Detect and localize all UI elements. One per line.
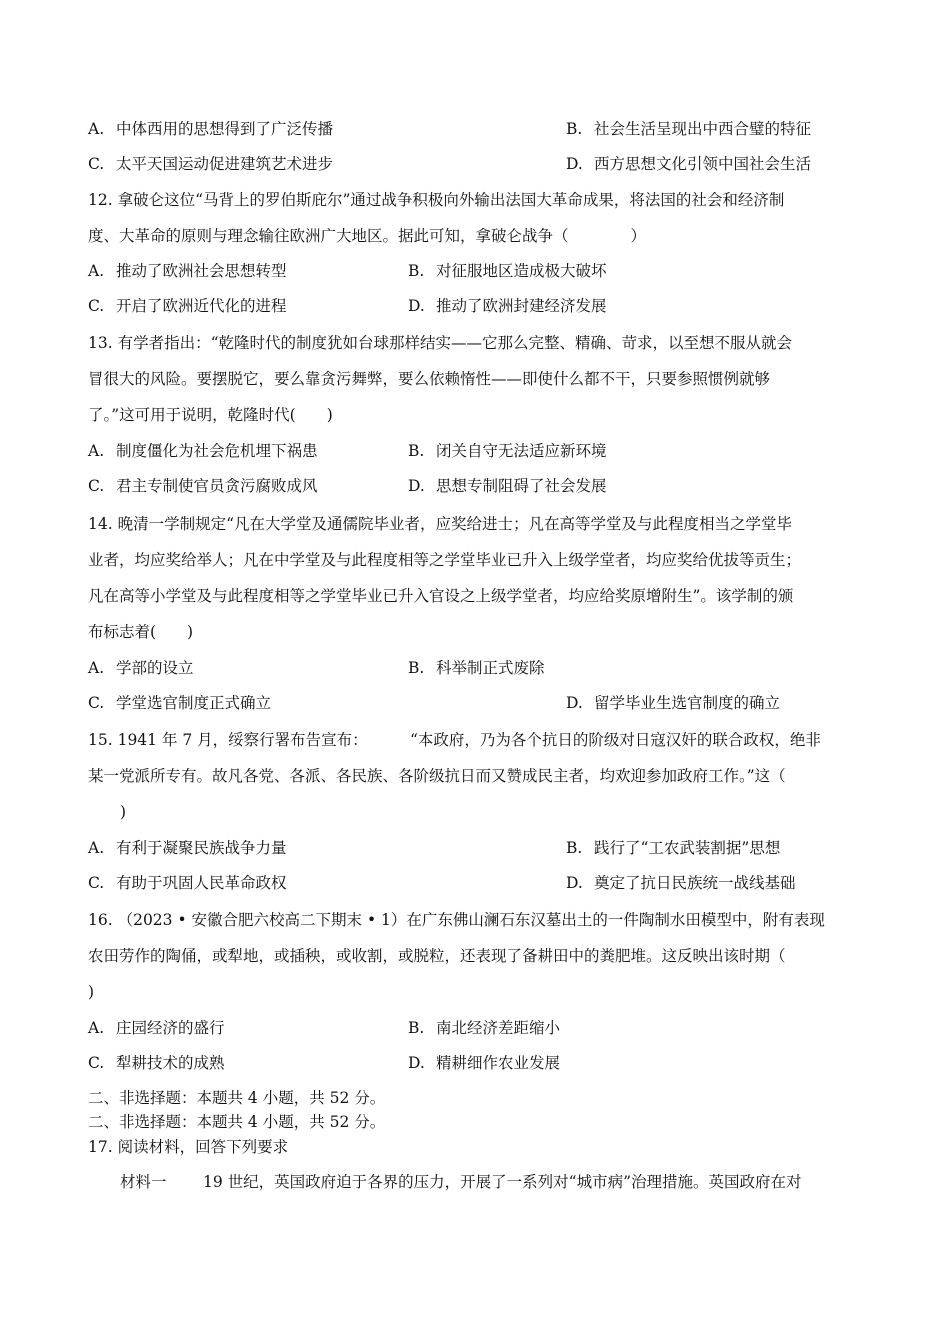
option-label: A. <box>88 120 105 138</box>
option-label: B. <box>408 442 425 460</box>
option-label: B. <box>408 659 425 677</box>
option-label: A. <box>88 1019 105 1037</box>
q16-option-b <box>408 1018 560 1038</box>
option-label: A. <box>88 659 105 677</box>
q14-option-d <box>566 693 780 713</box>
option-text: 庄园经济的盛行 <box>116 1019 225 1037</box>
q11-option-b <box>566 119 811 139</box>
option-label: C. <box>88 155 105 173</box>
option-label: A. <box>88 262 105 280</box>
option-text: 西方思想文化引领中国社会生活 <box>594 155 812 173</box>
q16-stem-line-1: 16. （2023 • 安徽合肥六校高二下期末 • 1）在广东佛山澜石东汉墓出土的一件陶制水田模型中，附有表现 <box>88 911 825 929</box>
option-text: 学部的设立 <box>116 659 194 677</box>
q13-option-a <box>88 441 318 461</box>
option-label: B. <box>408 262 425 280</box>
q14-stem-line-4: 布标志着( ) <box>88 623 194 641</box>
q15-option-d <box>566 873 796 893</box>
section-heading-duplicate: 二、非选择题：本题共 4 小题，共 52 分。 <box>88 1113 386 1131</box>
q11-option-c <box>88 154 333 174</box>
q16-stem-line-2: 农田劳作的陶俑，或犁地，或插秧，或收割，或脱粒，还表现了备耕田中的粪肥堆。这反映出该时期（ <box>88 947 786 965</box>
option-text: 犁耕技术的成熟 <box>116 1054 225 1072</box>
q14-option-b <box>408 658 545 678</box>
option-label: A. <box>88 839 105 857</box>
q14-stem-line-3: 凡在高等小学堂及与此程度相等之学堂毕业已升入官设之上级学堂者，均应给奖原增附生”。该学制的颁 <box>88 587 794 605</box>
q15-stem-line-3: ) <box>120 803 127 821</box>
q12-option-b <box>408 261 607 281</box>
option-text: 思想专制阻碍了社会发展 <box>436 477 607 495</box>
option-text: 推动了欧洲封建经济发展 <box>436 297 607 315</box>
option-text: 推动了欧洲社会思想转型 <box>116 262 287 280</box>
q16-option-d <box>408 1053 560 1073</box>
option-text: 中体西用的思想得到了广泛传播 <box>116 120 334 138</box>
option-label: B. <box>566 120 583 138</box>
option-text: 对征服地区造成极大破坏 <box>436 262 607 280</box>
option-label: C. <box>88 477 105 495</box>
option-label: D. <box>566 874 583 892</box>
q13-option-b <box>408 441 607 461</box>
option-text: 制度僵化为社会危机埋下祸患 <box>116 442 318 460</box>
option-label: D. <box>566 155 583 173</box>
option-text: 奠定了抗日民族统一战线基础 <box>594 874 796 892</box>
option-text: 科举制正式废除 <box>436 659 545 677</box>
q15-stem-line-2: 某一党派所专有。故凡各党、各派、各民族、各阶级抗日而又赞成民主者，均欢迎参加政府工作。”这（ <box>88 767 786 785</box>
q14-option-c <box>88 693 271 713</box>
option-label: B. <box>408 1019 425 1037</box>
option-label: C. <box>88 297 105 315</box>
q12-stem-line-1: 12. 拿破仑这位“马背上的罗伯斯庇尔”通过战争积极向外输出法国大革命成果，将法国的社会和经济制 <box>88 191 785 209</box>
q15-stem-line-1a: 15. 1941 年 7 月，绥察行署布告宣布： <box>88 731 368 749</box>
option-label: C. <box>88 694 105 712</box>
q12-option-a <box>88 261 287 281</box>
q13-stem-line-1: 13. 有学者指出：“乾隆时代的制度犹如台球那样结实——它那么完整、精确、苛求，以至想不服从就会 <box>88 334 793 352</box>
option-text: 精耕细作农业发展 <box>436 1054 561 1072</box>
q15-option-c <box>88 873 287 893</box>
option-label: A. <box>88 442 105 460</box>
option-text: 践行了“工农武装割据”思想 <box>594 839 781 857</box>
option-text: 闭关自守无法适应新环境 <box>436 442 607 460</box>
option-text: 有利于凝聚民族战争力量 <box>116 839 287 857</box>
q16-stem-line-3: ) <box>88 983 95 1001</box>
option-text: 社会生活呈现出中西合璧的特征 <box>594 120 812 138</box>
option-text: 学堂选官制度正式确立 <box>116 694 272 712</box>
q15-option-b <box>566 838 780 858</box>
option-label: B. <box>566 839 583 857</box>
q14-stem-line-2: 业者，均应奖给举人；凡在中学堂及与此程度相等之学堂毕业已升入上级学堂者，均应奖给优拔等贡生； <box>88 551 802 569</box>
option-label: D. <box>566 694 583 712</box>
option-text: 太平天国运动促进建筑艺术进步 <box>116 155 334 173</box>
q15-stem-line-1b: “本政府，乃为各个抗日的阶级对日寇汉奸的联合政权，绝非 <box>410 731 821 749</box>
section-heading: 二、非选择题：本题共 4 小题，共 52 分。 <box>88 1089 386 1107</box>
option-label: C. <box>88 1054 105 1072</box>
q13-stem-line-2: 冒很大的风险。要摆脱它，要么靠贪污舞弊，要么依赖惰性——即使什么都不干，只要参照惯例就够 <box>88 370 771 388</box>
option-text: 南北经济差距缩小 <box>436 1019 561 1037</box>
q12-stem-line-2: 度、大革命的原则与理念输往欧洲广大地区。据此可知，拿破仑战争（ ） <box>88 227 647 245</box>
option-label: D. <box>408 297 425 315</box>
q14-stem-line-1: 14. 晚清一学制规定“凡在大学堂及通儒院毕业者，应奖给进士；凡在高等学堂及与此程度相当之学堂毕 <box>88 515 793 533</box>
option-text: 开启了欧洲近代化的进程 <box>116 297 287 315</box>
q15-option-a <box>88 838 287 858</box>
q12-option-d <box>408 296 607 316</box>
option-text: 留学毕业生选官制度的确立 <box>594 694 781 712</box>
q13-option-c <box>88 476 318 496</box>
q12-option-c <box>88 296 287 316</box>
q14-option-a <box>88 658 194 678</box>
option-text: 有助于巩固人民革命政权 <box>116 874 287 892</box>
option-label: D. <box>408 1054 425 1072</box>
q13-option-d <box>408 476 607 496</box>
option-label: D. <box>408 477 425 495</box>
q13-stem-line-3: 了。”这可用于说明，乾隆时代( ) <box>88 406 333 424</box>
option-text: 君主专制使官员贪污腐败成风 <box>116 477 318 495</box>
option-label: C. <box>88 874 105 892</box>
q11-option-d <box>566 154 811 174</box>
q17-material-text: 19 世纪，英国政府迫于各界的压力，开展了一系列对“城市病”治理措施。英国政府在对 <box>203 1173 802 1191</box>
q11-option-a <box>88 119 333 139</box>
q16-option-c <box>88 1053 225 1073</box>
q17-stem: 17. 阅读材料，回答下列要求 <box>88 1138 289 1156</box>
q16-option-a <box>88 1018 225 1038</box>
q17-material-label: 材料一 <box>120 1173 167 1191</box>
